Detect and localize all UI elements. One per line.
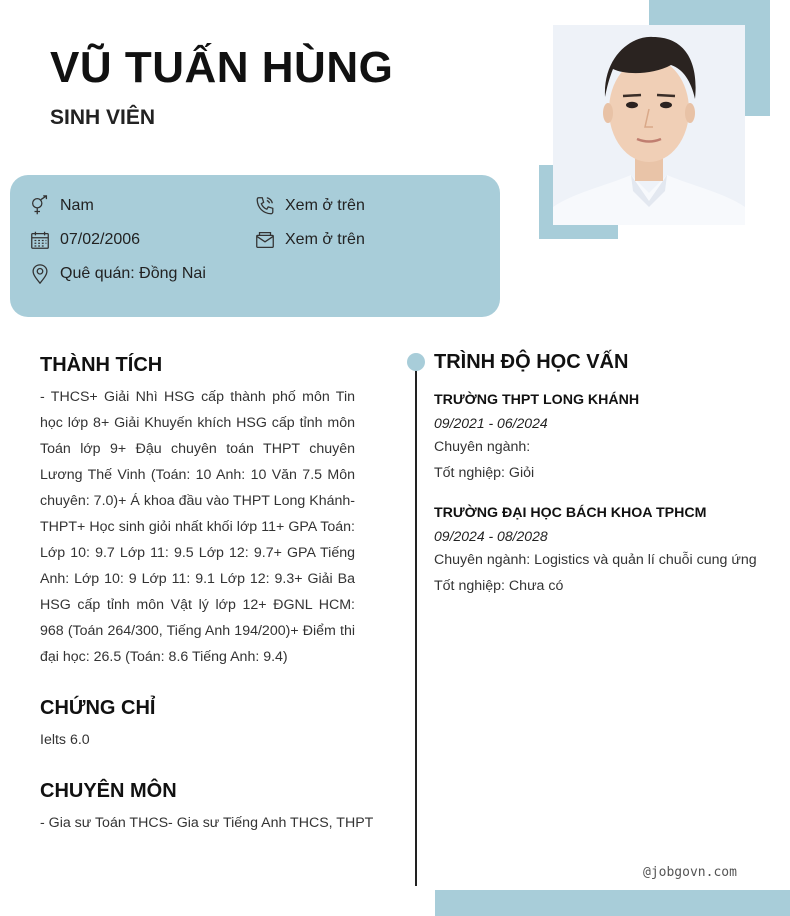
education-title: TRÌNH ĐỘ HỌC VẤN xyxy=(434,351,629,373)
gender-icon xyxy=(29,195,51,217)
school-name: TRƯỜNG ĐẠI HỌC BÁCH KHOA TPHCM xyxy=(434,505,707,521)
phone-value: Xem ở trên xyxy=(285,197,365,214)
hometown-row xyxy=(29,263,206,285)
school-period: 09/2021 - 06/2024 xyxy=(434,415,548,431)
watermark: @jobgovn.com xyxy=(643,865,737,880)
gender-value: Nam xyxy=(60,197,94,214)
phone-row xyxy=(254,195,365,217)
gender-row xyxy=(29,195,94,217)
phone-icon xyxy=(254,195,276,217)
school-result: Tốt nghiệp: Giỏi xyxy=(434,465,535,481)
school-major: Chuyên ngành: xyxy=(434,439,531,455)
calendar-icon xyxy=(29,229,51,251)
email-row xyxy=(254,229,365,251)
email-icon xyxy=(254,229,276,251)
school-major: Chuyên ngành: Logistics và quản lí chuỗi cung ứng xyxy=(434,552,757,568)
certificates-text: Ielts 6.0 xyxy=(40,732,90,748)
hometown-value: Quê quán: Đồng Nai xyxy=(60,265,206,282)
timeline-dot xyxy=(407,353,425,371)
candidate-role: SINH VIÊN xyxy=(50,106,156,129)
school-entry xyxy=(434,501,764,599)
expertise-title: CHUYÊN MÔN xyxy=(40,780,177,802)
personal-info-box xyxy=(10,175,500,317)
email-value: Xem ở trên xyxy=(285,231,365,248)
school-entry xyxy=(434,388,764,486)
candidate-name: VŨ TUẤN HÙNG xyxy=(50,43,394,92)
timeline-line xyxy=(415,362,417,886)
profile-photo xyxy=(553,25,745,225)
school-name: TRƯỜNG THPT LONG KHÁNH xyxy=(434,392,640,408)
decor-block-bottom xyxy=(435,890,790,916)
school-result: Tốt nghiệp: Chưa có xyxy=(434,578,564,594)
achievements-text: - THCS+ Giải Nhì HSG cấp thành phố môn Tin học lớp 8+ Giải Khuyến khích HSG cấp tỉnh môn Toán lớp 9+ Đậu chuyên toán THPT chuyên Lương Thế Vinh (Toán: 10 Anh: 10 Văn 7.5 Môn chuyên: 7.0)+ Á khoa đầu vào THPT Long Khánh- THPT+ Học sinh giỏi nhất khối lớp 11+ GPA Toán: Lớp 10: 9.7 Lớp 11: 9.5 Lớp 12: 9.7+ GPA Tiếng Anh: Lớp 10: 9 Lớp 11: 9.1 Lớp 12: 9.3+ Giải Ba HSG cấp tỉnh môn Vật lý lớp 12+ ĐGNL HCM: 968 (Toán 264/300, Tiếng Anh 194/200)+ Điểm thi đại học: 26.5 (Toán: 8.6 Tiếng Anh: 9.4) xyxy=(40,389,355,665)
birthdate-row xyxy=(29,229,140,251)
birthdate-value: 07/02/2006 xyxy=(60,231,141,248)
certificates-title: CHỨNG CHỈ xyxy=(40,697,156,719)
location-pin-icon xyxy=(29,263,51,285)
expertise-text: - Gia sư Toán THCS- Gia sư Tiếng Anh THCS, THPT xyxy=(40,815,374,831)
profile-photo-image xyxy=(553,25,745,225)
school-period: 09/2024 - 08/2028 xyxy=(434,528,548,544)
achievements-title: THÀNH TÍCH xyxy=(40,354,163,376)
